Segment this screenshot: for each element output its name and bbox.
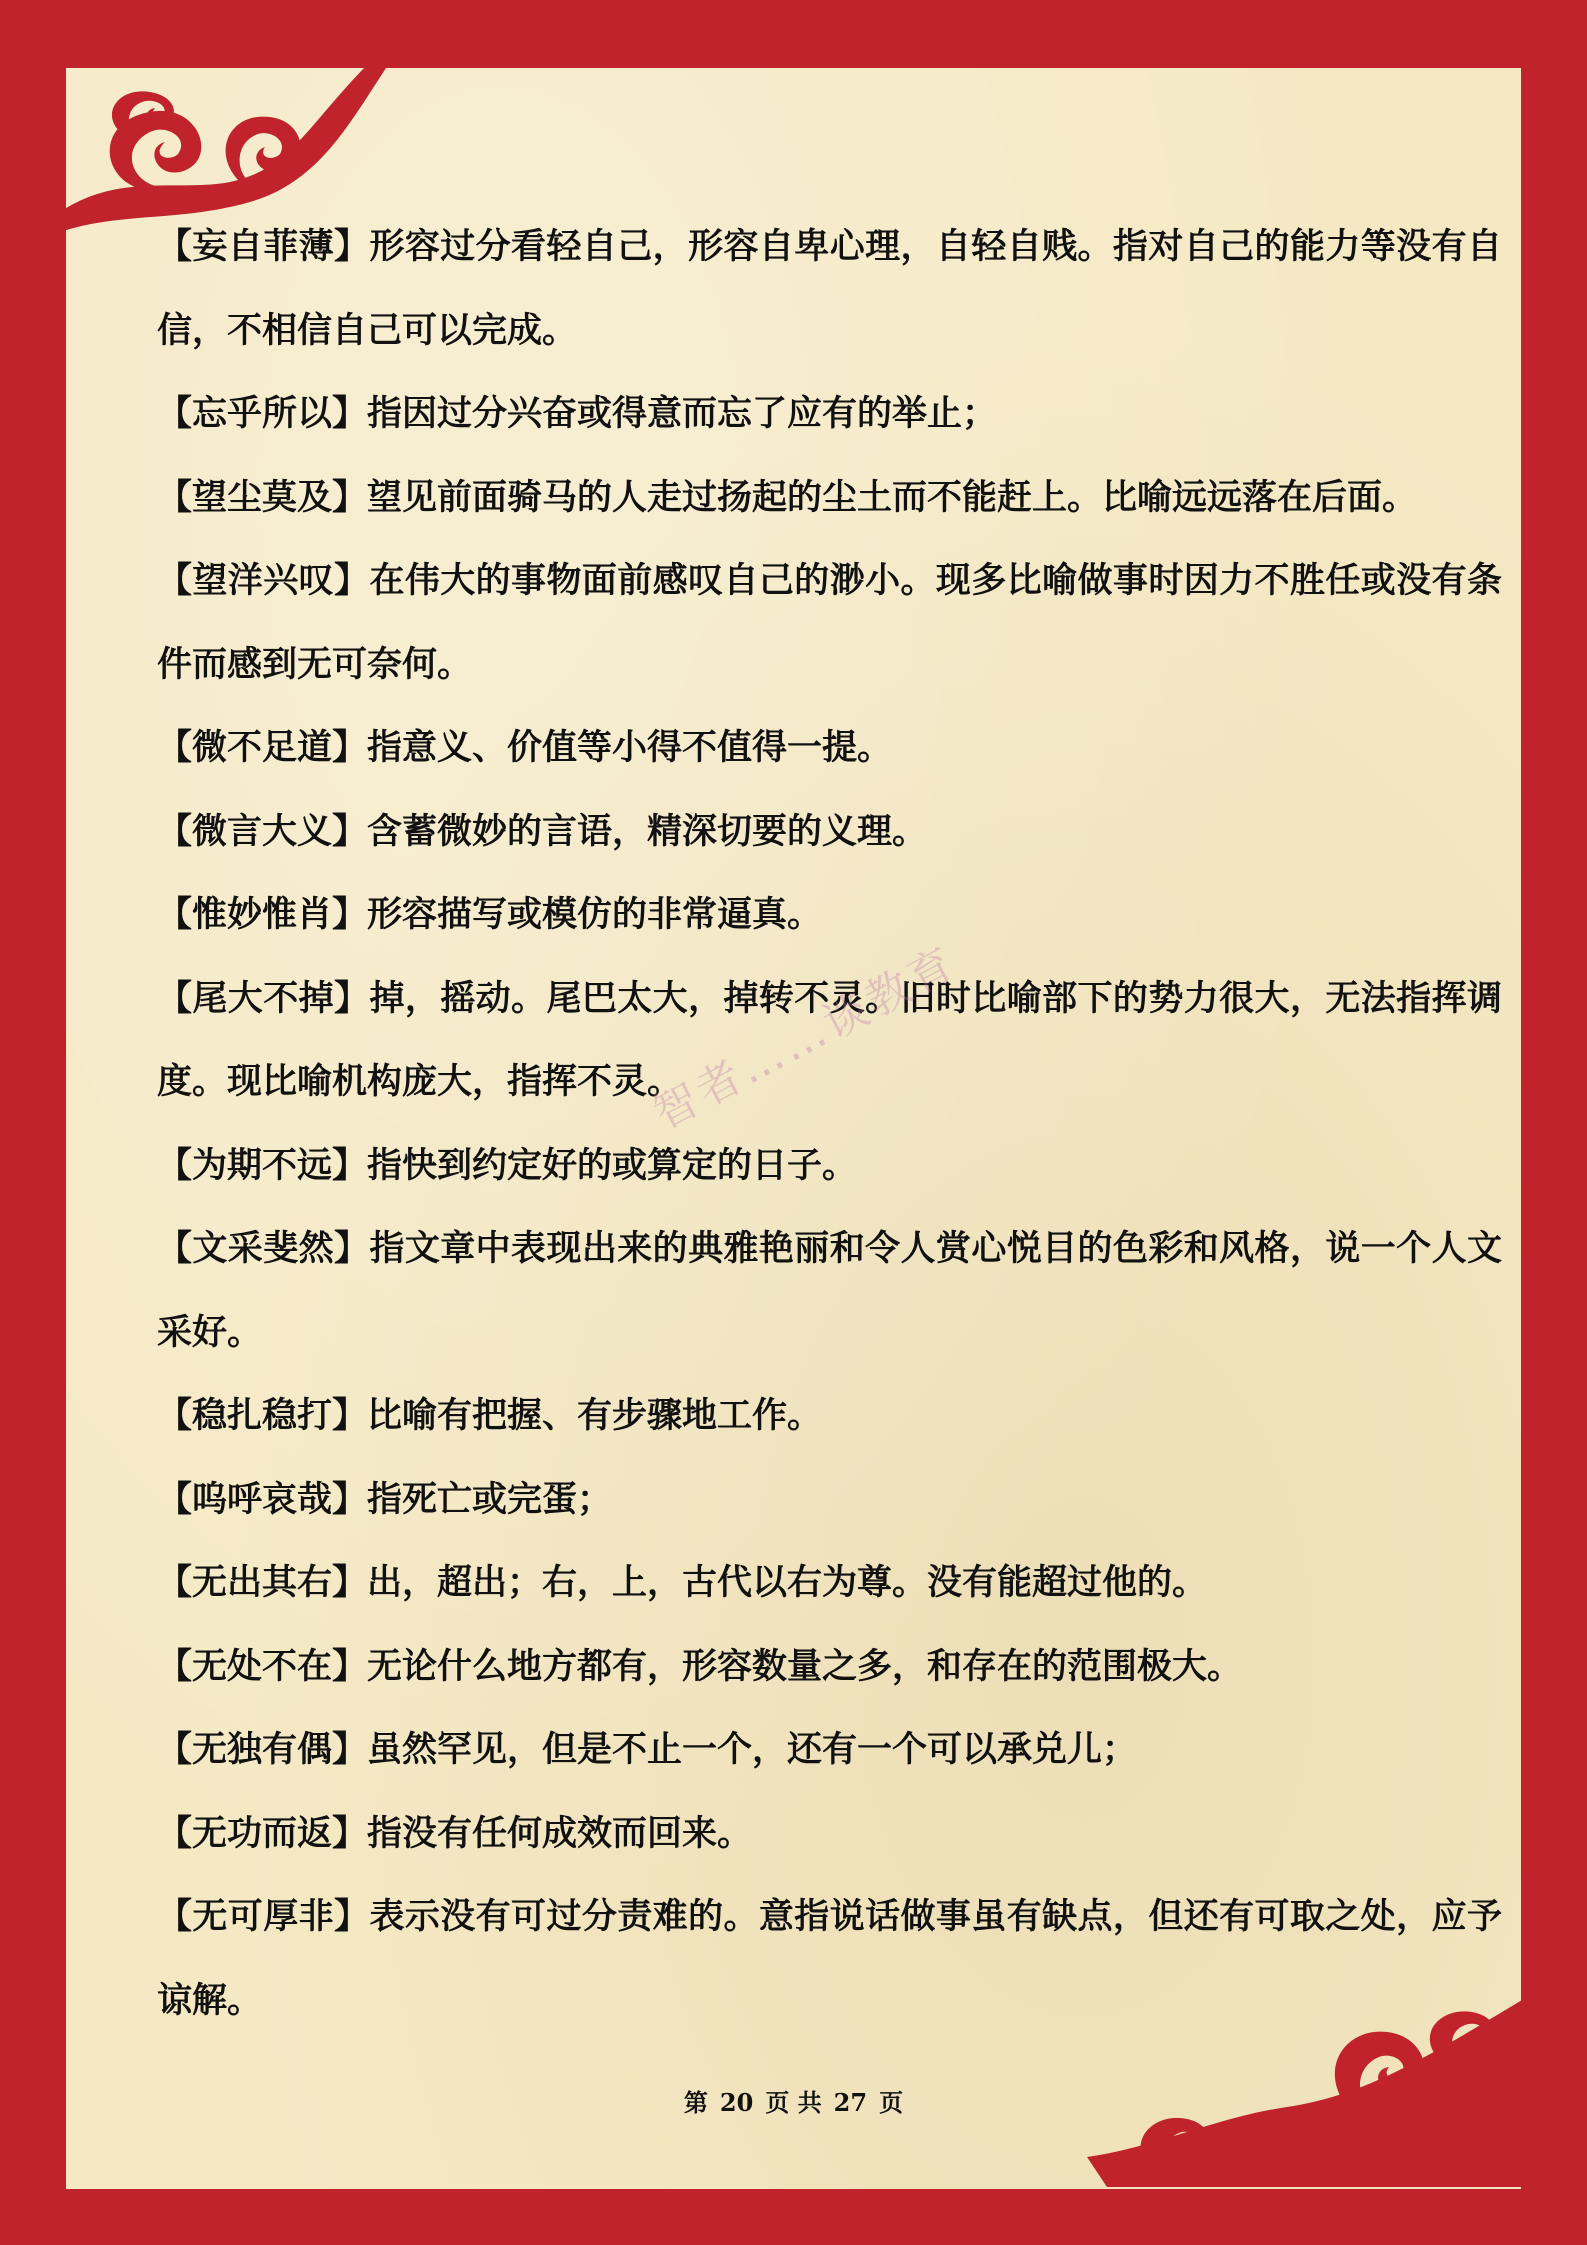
idiom-entry: [157, 1374, 1502, 1458]
idiom-definition: 无论什么地方都有，形容数量之多，和存在的范围极大。: [367, 1645, 1243, 1687]
idiom-entry: [157, 372, 1502, 456]
idiom-entry: [157, 1792, 1502, 1876]
idiom-definition: 含蓄微妙的言语，精深切要的义理。: [367, 810, 928, 852]
idiom-entry: [157, 1124, 1502, 1208]
idiom-definition: 指因过分兴奋或得意而忘了应有的举止；: [367, 393, 998, 434]
footer-suffix: 页: [879, 2088, 904, 2117]
idiom-definition: 望见前面骑马的人走过扬起的尘土而不能赶上。比喻远远落在后面。: [367, 476, 1418, 518]
idiom-entry: [157, 1875, 1502, 2042]
idiom-entry: [157, 539, 1502, 706]
idiom-entry: [157, 1458, 1502, 1542]
page-number: 20: [719, 2088, 754, 2117]
total-pages: 27: [833, 2088, 868, 2117]
idiom-entry: [157, 873, 1502, 957]
idiom-term: 【妄自菲薄】: [157, 226, 370, 267]
idiom-term: 【惟妙惟肖】: [157, 894, 368, 935]
idiom-definition: 形容描写或模仿的非常逼真。: [367, 894, 823, 935]
idiom-term: 【呜呼哀哉】: [157, 1478, 368, 1520]
page-footer: [0, 2083, 1587, 2118]
idiom-term: 【无独有偶】: [157, 1729, 368, 1770]
idiom-entry: [157, 205, 1502, 372]
idiom-definition: 形容过分看轻自己，形容自卑心理，自轻自贱。指对自己的能力等没有自信，不相信自己可以完成。: [157, 226, 1502, 351]
idiom-entry: [157, 1207, 1502, 1374]
idiom-term: 【望洋兴叹】: [157, 560, 370, 601]
idiom-term: 【微言大义】: [157, 810, 368, 852]
idiom-term: 【文采斐然】: [157, 1228, 370, 1269]
idiom-term: 【无出其右】: [157, 1562, 368, 1603]
idiom-term: 【无可厚非】: [157, 1896, 370, 1937]
idiom-entry: [157, 790, 1502, 874]
idiom-term: 【稳扎稳打】: [157, 1395, 368, 1436]
watermark: 智者……谈教育: [645, 936, 966, 1140]
idiom-definition: 指意义、价值等小得不值得一提。: [367, 727, 893, 768]
idiom-definition: 指文章中表现出来的典雅艳丽和令人赏心悦目的色彩和风格，说一个人文采好。: [157, 1228, 1502, 1353]
idiom-entry: [157, 1541, 1502, 1625]
idiom-definition: 虽然罕见，但是不止一个，还有一个可以承兑儿；: [367, 1729, 1138, 1770]
idiom-term: 【无功而返】: [157, 1812, 368, 1854]
idiom-definition: 指没有任何成效而回来。: [367, 1812, 753, 1854]
footer-mid: 页 共: [765, 2088, 822, 2117]
idiom-definition: 指死亡或完蛋；: [367, 1478, 613, 1520]
idiom-term: 【尾大不掉】: [157, 977, 370, 1019]
idiom-definition: 出，超出；右，上，古代以右为尊。没有能超过他的。: [367, 1562, 1208, 1603]
idiom-term: 【为期不远】: [157, 1144, 368, 1186]
idiom-term: 【望尘莫及】: [157, 476, 368, 518]
idiom-entry: [157, 456, 1502, 540]
idiom-entry: [157, 1708, 1502, 1792]
idiom-list: [157, 205, 1502, 2042]
idiom-definition: 掉，摇动。尾巴太大，掉转不灵。旧时比喻部下的势力很大，无法指挥调度。现比喻机构庞大，指挥不灵。: [157, 977, 1502, 1102]
idiom-term: 【忘乎所以】: [157, 393, 368, 434]
idiom-definition: 比喻有把握、有步骤地工作。: [367, 1395, 823, 1436]
idiom-term: 【微不足道】: [157, 727, 368, 768]
footer-prefix: 第: [683, 2088, 708, 2117]
idiom-definition: 指快到约定好的或算定的日子。: [367, 1144, 858, 1186]
idiom-entry: [157, 706, 1502, 790]
idiom-definition: 在伟大的事物面前感叹自己的渺小。现多比喻做事时因力不胜任或没有条件而感到无可奈何。: [157, 560, 1502, 685]
idiom-definition: 表示没有可过分责难的。意指说话做事虽有缺点，但还有可取之处，应予谅解。: [157, 1896, 1502, 2021]
idiom-term: 【无处不在】: [157, 1645, 368, 1687]
idiom-entry: [157, 1625, 1502, 1709]
